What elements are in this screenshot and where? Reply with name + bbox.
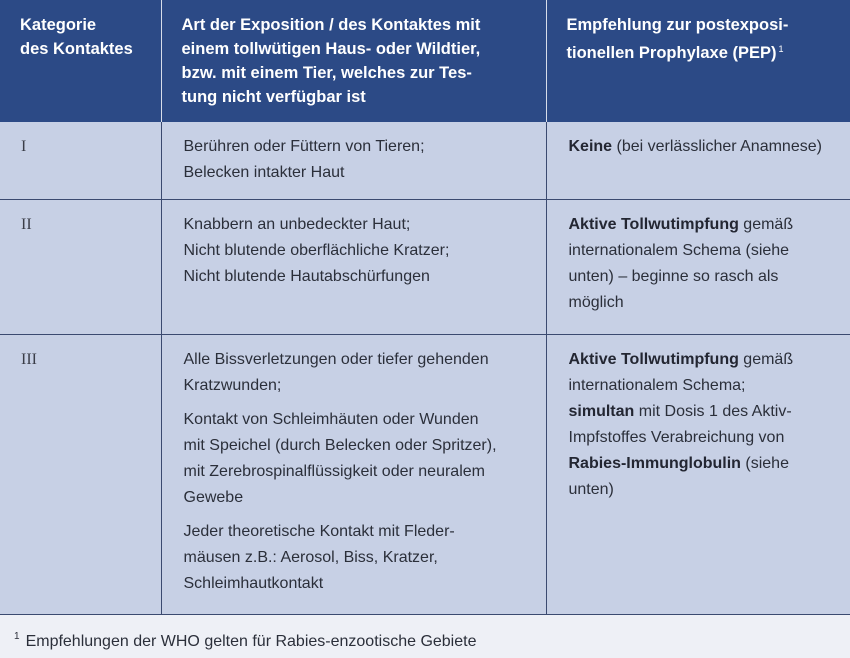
exposure-cell: [161, 334, 546, 614]
footnote-number: 1: [14, 631, 20, 642]
category-cell: I: [0, 122, 161, 199]
recommendation-cell: Keine (bei verlässlicher Anamnese): [546, 122, 850, 199]
category-cell: II: [0, 199, 161, 334]
exposure-paragraph: Alle Bissverletzungen oder tiefer gehenden Kratzwunden;: [183, 350, 489, 394]
exposure-cell: Knabbern an unbedeckter Haut; Nicht blutende oberflächliche Kratzer; Nicht blutende Hautabschürfungen: [161, 199, 546, 334]
header-exposure: Art der Exposition / des Kontaktes mit einem tollwütigen Haus- oder Wildtier, bzw. mit einem Tier, welches zur Tes- tung nicht verfügbar ist: [161, 0, 546, 122]
recommendation-cell: Aktive Tollwutimpfung gemäß internationalem Schema; simultan mit Dosis 1 des Aktiv- Impfstoffes Verabreichung von Rabies-Immunglobulin (siehe unten): [546, 334, 850, 614]
exposure-cell: Berühren oder Füttern von Tieren; Belecken intakter Haut: [161, 122, 546, 199]
recommendation-cell: Aktive Tollwutimpfung gemäß internationalem Schema (siehe unten) – beginne so rasch als möglich: [546, 199, 850, 334]
table-row: [0, 334, 850, 614]
header-recommendation: Empfehlung zur postexposi- tionellen Prophylaxe (PEP) $^1$: [546, 0, 850, 122]
exposure-paragraph: Kontakt von Schleimhäuten oder Wunden mit Speichel (durch Belecken oder Spritzer), mit Zerebrospinalflüssigkeit oder neuralem Gewebe: [183, 410, 497, 506]
footnote: [14, 626, 476, 653]
header-category: Kategorie des Kontaktes: [0, 0, 161, 122]
table-header-row: [0, 0, 850, 122]
table-row: [0, 199, 850, 334]
exposure-paragraph: Jeder theoretische Kontakt mit Fleder- mäusen z.B.: Aerosol, Biss, Kratzer, Schleimhautkontakt: [183, 522, 455, 592]
category-cell: III: [0, 334, 161, 614]
table-row: [0, 122, 850, 199]
footnote-text: Empfehlungen der WHO gelten für Rabies-enzootische Gebiete: [25, 633, 477, 650]
footnote-mark: 1: [778, 44, 784, 54]
